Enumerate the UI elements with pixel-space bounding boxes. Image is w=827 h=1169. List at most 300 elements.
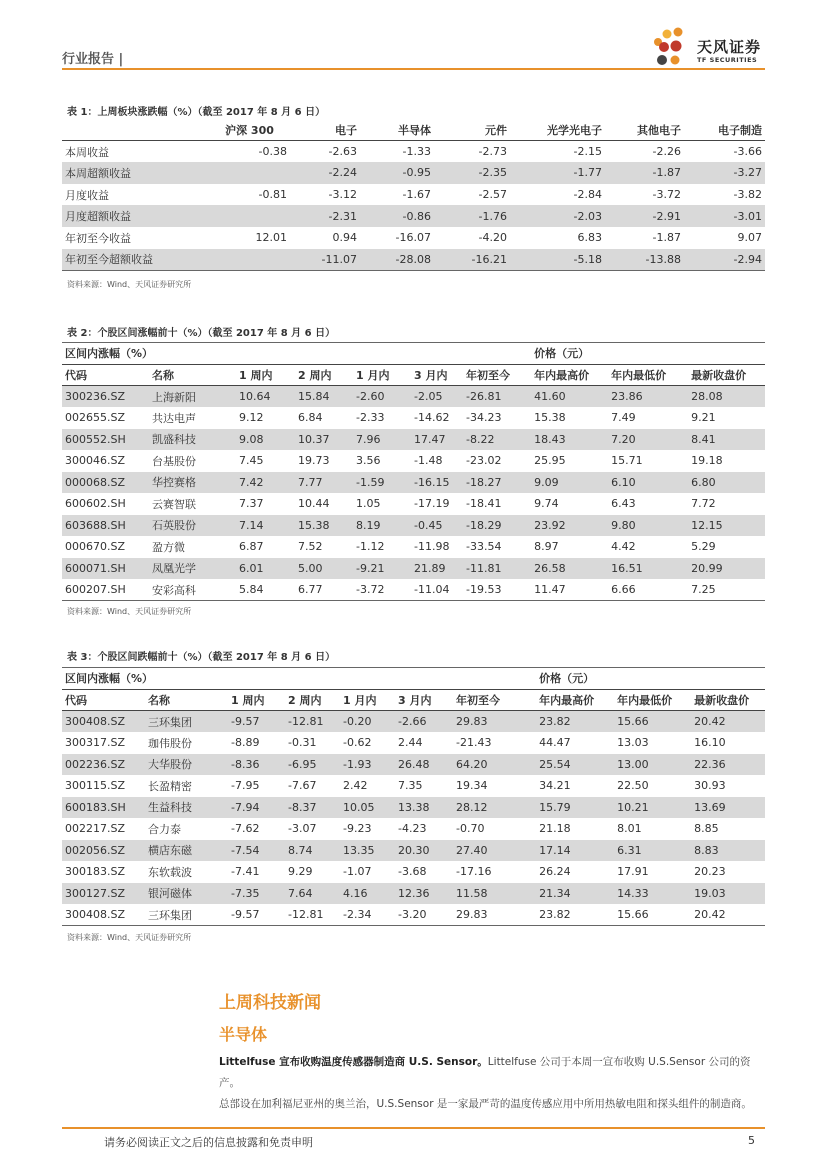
news-headline: Littelfuse 宣布收购温度传感器制造商 U.S. Sensor。	[219, 1056, 488, 1068]
table-row	[62, 162, 765, 184]
table-cell: 19.34	[456, 779, 488, 793]
table-cell: -7.94	[228, 797, 285, 819]
table-cell: 6.80	[688, 472, 765, 494]
table-cell: -2.24	[290, 162, 360, 184]
table-cell: -2.34	[343, 908, 372, 921]
table-cell: -26.81	[463, 386, 531, 408]
table-cell: 300115.SZ	[65, 779, 126, 793]
table-cell: 月度超额收益	[62, 205, 209, 227]
table-cell: 生益科技	[145, 797, 228, 819]
table-cell: -9.21	[353, 558, 411, 580]
table-cell: -12.81	[285, 711, 340, 733]
table2-caption: 表 2：个股区间涨幅前十（%）（截至 2017 年 8 月 6 日）	[67, 328, 336, 339]
table-cell: -2.33	[356, 411, 385, 425]
column-header: 1 周内	[231, 693, 265, 707]
table-cell: -3.68	[398, 865, 427, 879]
table-header-row	[62, 364, 765, 386]
table-cell: -2.57	[478, 188, 507, 202]
table-cell: 7.14	[236, 515, 295, 537]
table-cell: -2.31	[290, 205, 360, 227]
table-cell: 7.25	[691, 583, 716, 596]
column-header: 3 月内	[414, 368, 448, 382]
table-cell: 10.64	[236, 386, 295, 408]
table-cell: 10.37	[295, 429, 353, 451]
table-cell: -2.60	[353, 386, 411, 408]
table-cell: 600602.SH	[65, 497, 126, 511]
table-cell: 凯盛科技	[149, 429, 236, 451]
table-cell: 东软载波	[148, 865, 192, 879]
table-cell: 15.79	[536, 797, 614, 819]
table-cell: 002217.SZ	[65, 822, 126, 836]
table-row	[62, 407, 765, 429]
table-cell: -1.59	[353, 472, 411, 494]
news-text-1: Littelfuse 公司于本周一宣布收购 U.S.Sensor 公司的资产。	[219, 1056, 751, 1089]
column-header: 3 月内	[398, 693, 432, 707]
table-cell: 10.21	[614, 797, 691, 819]
table-cell: 22.50	[617, 779, 649, 793]
news-line-1	[219, 1052, 769, 1094]
table-cell: 26.24	[539, 865, 571, 879]
table-cell: 15.38	[295, 515, 353, 537]
table-row	[62, 861, 765, 883]
table-cell: 本周收益	[65, 145, 109, 159]
table-cell: -34.23	[466, 411, 502, 425]
table-cell: 20.23	[694, 865, 726, 879]
table-header-row	[62, 119, 765, 141]
table-row	[62, 711, 765, 733]
table-cell: 华控赛格	[149, 472, 236, 494]
table-cell: -7.62	[231, 822, 260, 836]
table-cell: 23.82	[539, 908, 571, 921]
table-cell: -2.66	[395, 711, 453, 733]
table-cell: 7.96	[353, 429, 411, 451]
logo-petal	[671, 56, 680, 65]
table-cell: -1.87	[605, 162, 684, 184]
table-cell: 603688.SH	[62, 515, 149, 537]
table-row	[62, 515, 765, 537]
table-cell: 年初至今收益	[65, 231, 131, 245]
table-cell: 石英股份	[149, 515, 236, 537]
table-cell: 9.74	[534, 497, 559, 511]
table-cell: 300408.SZ	[65, 908, 126, 921]
table-cell: 13.38	[395, 797, 453, 819]
table-cell: 300127.SZ	[62, 883, 145, 905]
sector-returns-table	[62, 119, 765, 271]
table-cell: -1.93	[340, 754, 395, 776]
table-cell: -3.82	[733, 188, 762, 202]
table-row	[62, 754, 765, 776]
table-cell: 28.12	[453, 797, 536, 819]
table1-source: 资料来源：Wind、天风证券研究所	[67, 280, 192, 289]
table-cell: 600552.SH	[62, 429, 149, 451]
table-cell: 600183.SH	[62, 797, 145, 819]
column-header	[62, 119, 209, 141]
column-header: 年初至今	[466, 368, 510, 382]
table-cell: 6.83	[577, 231, 602, 245]
table-cell: 19.18	[691, 454, 723, 468]
table-cell: -4.20	[478, 231, 507, 245]
table-cell: 12.01	[255, 231, 287, 245]
table-cell: 600071.SH	[62, 558, 149, 580]
table-cell: 64.20	[453, 754, 536, 776]
table-cell: 11.47	[534, 583, 566, 596]
table-group-header-row	[62, 668, 765, 690]
column-header: 代码	[65, 693, 87, 707]
table-cell: 6.77	[298, 583, 323, 596]
table-cell: 7.52	[298, 540, 323, 554]
table-row	[62, 429, 765, 451]
table-cell: 300046.SZ	[65, 454, 126, 468]
table-cell: 7.64	[285, 883, 340, 905]
table-cell: 300236.SZ	[62, 386, 149, 408]
table-cell: -2.73	[478, 145, 507, 159]
table-cell: 5.84	[239, 583, 264, 596]
table-cell: 6.84	[298, 411, 323, 425]
table-cell: -2.91	[605, 205, 684, 227]
table-cell: 29.83	[456, 908, 488, 921]
table-cell: 18.43	[531, 429, 608, 451]
table-cell: 8.85	[694, 822, 719, 836]
table-cell: 月度收益	[65, 188, 109, 202]
table-cell: 9.80	[608, 515, 688, 537]
table-cell: 13.00	[614, 754, 691, 776]
logo-name-cn: 天风证券	[697, 38, 762, 56]
table-cell: -0.81	[258, 188, 287, 202]
table-cell: -8.89	[231, 736, 260, 750]
table-row	[62, 840, 765, 862]
table-cell: 300408.SZ	[62, 711, 145, 733]
table-cell: 安彩高科	[152, 583, 196, 597]
table-cell: 11.58	[453, 883, 536, 905]
logo-petal	[663, 30, 672, 39]
table-cell: -0.20	[340, 711, 395, 733]
logo-petal	[674, 28, 683, 37]
table-cell: 25.54	[536, 754, 614, 776]
table-row	[62, 797, 765, 819]
table-cell: -17.16	[456, 865, 492, 879]
table-cell: -11.98	[414, 540, 450, 554]
table-cell: 4.16	[340, 883, 395, 905]
table-cell: -0.31	[288, 736, 317, 750]
table-cell: 云赛智联	[152, 497, 196, 511]
table-cell: 17.47	[411, 429, 463, 451]
column-header: 年内最高价	[539, 693, 595, 707]
table-cell: 10.05	[340, 797, 395, 819]
table-cell: 横店东磁	[145, 840, 228, 862]
table-row	[62, 732, 765, 754]
table-cell: -18.27	[463, 472, 531, 494]
table-row	[62, 249, 765, 271]
table-cell: 16.10	[694, 736, 726, 750]
table-cell: 20.42	[694, 908, 726, 921]
table-cell: -2.26	[652, 145, 681, 159]
table-cell: 4.42	[611, 540, 636, 554]
table-cell: 2.42	[343, 779, 368, 793]
table-cell: -16.15	[411, 472, 463, 494]
table-cell: 30.93	[694, 779, 726, 793]
table-cell: 凤凰光学	[149, 558, 236, 580]
logo-petal	[671, 41, 682, 52]
table-cell: 000068.SZ	[62, 472, 149, 494]
group-header-range: 区间内涨幅（%）	[65, 347, 154, 361]
table-cell: 8.19	[353, 515, 411, 537]
table-cell: -18.41	[466, 497, 502, 511]
table-cell: -11.04	[414, 583, 450, 596]
table-cell: -19.53	[466, 583, 502, 596]
table-cell: 3.56	[356, 454, 381, 468]
column-header: 2 周内	[288, 693, 322, 707]
table-row	[62, 450, 765, 472]
table-cell: -0.62	[343, 736, 372, 750]
table-cell: 7.35	[398, 779, 423, 793]
table-cell: 15.66	[614, 711, 691, 733]
report-type-label: 行业报告 |	[62, 52, 124, 67]
table-cell: 002655.SZ	[65, 411, 126, 425]
table-cell: 002056.SZ	[62, 840, 145, 862]
table-cell: 27.40	[453, 840, 536, 862]
table-cell: 28.08	[688, 386, 765, 408]
table-cell: 7.45	[239, 454, 264, 468]
column-header: 最新收盘价	[691, 368, 747, 382]
table-cell: 300317.SZ	[65, 736, 126, 750]
table-cell: 41.60	[531, 386, 608, 408]
table-cell: 大华股份	[145, 754, 228, 776]
column-header: 1 月内	[356, 368, 390, 382]
table-cell: -3.01	[684, 205, 765, 227]
table1-caption: 表 1：上周板块涨跌幅（%）（截至 2017 年 8 月 6 日）	[67, 107, 326, 118]
table-cell: 2.44	[398, 736, 423, 750]
table-cell: 21.34	[536, 883, 614, 905]
table-cell: -7.67	[288, 779, 317, 793]
table-row	[62, 493, 765, 515]
table-cell: 上海新阳	[149, 386, 236, 408]
table-cell: 年初至今超额收益	[62, 249, 209, 271]
table-row	[62, 775, 765, 797]
table-cell: 7.49	[611, 411, 636, 425]
table-cell: 20.30	[395, 840, 453, 862]
column-header: 光学光电子	[547, 123, 602, 137]
table-cell: 7.20	[608, 429, 688, 451]
table-row	[62, 579, 765, 601]
table-cell	[209, 249, 290, 271]
group-header-range: 区间内涨幅（%）	[65, 672, 154, 686]
table-group-header-row	[62, 343, 765, 365]
table-cell: -7.54	[228, 840, 285, 862]
table-cell: 9.08	[236, 429, 295, 451]
table-cell: 17.91	[617, 865, 649, 879]
table-cell: 9.07	[737, 231, 762, 245]
table-cell: 6.31	[614, 840, 691, 862]
news-text-2: 总部设在加利福尼亚州的奥兰治，U.S.Sensor 是一家最严苛的温度传感应用中所用热敏电阻和探头组件的制造商。	[219, 1098, 752, 1110]
table-cell: 5.00	[295, 558, 353, 580]
table-cell: 000670.SZ	[65, 540, 126, 554]
table-cell: -12.81	[288, 908, 324, 921]
table-cell: -23.02	[466, 454, 502, 468]
table-cell: 合力泰	[148, 822, 181, 836]
news-subsection-title: 半导体	[219, 1025, 268, 1044]
table-cell: 15.38	[534, 411, 566, 425]
table-cell: -3.72	[652, 188, 681, 202]
table-cell: 盈方微	[152, 540, 185, 554]
table-cell: 17.14	[536, 840, 614, 862]
column-header: 年内最低价	[611, 368, 667, 382]
table-cell: 44.47	[539, 736, 571, 750]
table-cell: 12.15	[688, 515, 765, 537]
group-header-price: 价格（元）	[534, 347, 590, 361]
table-cell: 8.74	[285, 840, 340, 862]
table-cell: -13.88	[605, 249, 684, 271]
table-cell: 5.29	[691, 540, 716, 554]
table-cell: -0.95	[360, 162, 434, 184]
table-cell: -3.20	[398, 908, 427, 921]
table-cell: 0.94	[332, 231, 357, 245]
table-cell: 9.21	[691, 411, 716, 425]
table-cell: 21.89	[411, 558, 463, 580]
table-cell: 20.42	[691, 711, 765, 733]
table-cell: 7.72	[691, 497, 716, 511]
table-cell: -1.48	[414, 454, 443, 468]
table-cell: 19.73	[298, 454, 330, 468]
table-cell: 7.37	[239, 497, 264, 511]
table-cell: -17.19	[414, 497, 450, 511]
table-cell: -14.62	[414, 411, 450, 425]
table-cell: 长盈精密	[148, 779, 192, 793]
logo-petal	[659, 42, 669, 52]
footer-disclaimer: 请务必阅读正文之后的信息披露和免责申明	[104, 1136, 313, 1149]
table-cell: 002236.SZ	[62, 754, 145, 776]
table-cell: -5.18	[510, 249, 605, 271]
table-cell: -0.86	[360, 205, 434, 227]
table-cell: -21.43	[456, 736, 492, 750]
table-cell: -3.66	[733, 145, 762, 159]
table3-source: 资料来源：Wind、天风证券研究所	[67, 933, 192, 942]
table-cell: 本周超额收益	[62, 162, 209, 184]
table-cell: 9.12	[239, 411, 264, 425]
table-cell: -3.27	[684, 162, 765, 184]
table-cell: -2.05	[411, 386, 463, 408]
table-cell: 26.48	[395, 754, 453, 776]
table-cell: 8.41	[688, 429, 765, 451]
table-cell: 台基股份	[152, 454, 196, 468]
table-row	[62, 883, 765, 905]
table-cell: 34.21	[539, 779, 571, 793]
table-cell: -3.07	[288, 822, 317, 836]
table-cell: -0.70	[456, 822, 485, 836]
table-cell: 29.83	[453, 711, 536, 733]
table-cell: 1.05	[356, 497, 381, 511]
table-cell: -1.33	[402, 145, 431, 159]
table-cell: -16.07	[395, 231, 431, 245]
table-cell: -7.41	[231, 865, 260, 879]
top-gainers-table	[62, 342, 765, 601]
table-cell: 13.35	[340, 840, 395, 862]
table-cell: -9.23	[343, 822, 372, 836]
table-cell: 14.33	[614, 883, 691, 905]
table-cell: 6.01	[236, 558, 295, 580]
table-cell: -1.07	[343, 865, 372, 879]
column-header: 1 周内	[239, 368, 273, 382]
table-cell: 7.42	[236, 472, 295, 494]
table-cell: 23.92	[531, 515, 608, 537]
table-cell: -11.07	[290, 249, 360, 271]
column-header: 年内最高价	[534, 368, 590, 382]
table-cell: -18.29	[463, 515, 531, 537]
table-cell	[209, 162, 290, 184]
table-cell: 300183.SZ	[65, 865, 126, 879]
table-cell: 19.03	[691, 883, 765, 905]
table-cell: -1.76	[434, 205, 510, 227]
table-cell: 13.69	[691, 797, 765, 819]
table-cell: 25.95	[534, 454, 566, 468]
table-cell: -8.36	[228, 754, 285, 776]
table-cell	[209, 205, 290, 227]
table-cell: -1.67	[402, 188, 431, 202]
table-row	[62, 558, 765, 580]
table-cell: 6.66	[611, 583, 636, 596]
column-header: 2 周内	[298, 368, 332, 382]
table-cell: 15.71	[611, 454, 643, 468]
table3-caption: 表 3：个股区间跌幅前十（%）（截至 2017 年 8 月 6 日）	[67, 652, 336, 663]
table-cell: 13.03	[617, 736, 649, 750]
table-row	[62, 227, 765, 249]
column-header: 代码	[65, 368, 87, 382]
table-row	[62, 184, 765, 206]
table-cell: -2.03	[510, 205, 605, 227]
column-header: 其他电子	[637, 123, 681, 137]
column-header: 电子制造	[718, 123, 762, 137]
table-cell: 26.58	[531, 558, 608, 580]
table-cell: 22.36	[691, 754, 765, 776]
table-cell: 6.87	[239, 540, 264, 554]
table-cell: 7.77	[295, 472, 353, 494]
table-cell: -7.95	[231, 779, 260, 793]
table-cell: -8.37	[285, 797, 340, 819]
table-cell: -2.84	[573, 188, 602, 202]
table-cell: 15.84	[295, 386, 353, 408]
table-cell: 8.97	[534, 540, 559, 554]
table-cell: 12.36	[395, 883, 453, 905]
logo-name-en: TF SECURITIES	[697, 56, 758, 64]
table-cell: 珈伟股份	[148, 736, 192, 750]
table-row	[62, 536, 765, 558]
table-cell: -7.35	[228, 883, 285, 905]
table-cell: -11.81	[463, 558, 531, 580]
page-number: 5	[748, 1134, 755, 1147]
column-header: 1 月内	[343, 693, 377, 707]
column-header: 半导体	[398, 123, 431, 137]
table-row	[62, 141, 765, 163]
table-cell: 20.99	[688, 558, 765, 580]
table-cell: -16.21	[434, 249, 510, 271]
column-header: 元件	[485, 123, 507, 137]
table-cell: -8.22	[463, 429, 531, 451]
table-cell: -28.08	[360, 249, 434, 271]
table-row	[62, 386, 765, 408]
table-cell: -9.57	[228, 711, 285, 733]
table-cell: -1.77	[510, 162, 605, 184]
table-cell: 600207.SH	[65, 583, 126, 596]
table2-source: 资料来源：Wind、天风证券研究所	[67, 607, 192, 616]
table-row	[62, 904, 765, 926]
news-section-title: 上周科技新闻	[219, 993, 321, 1013]
table-cell: -33.54	[466, 540, 502, 554]
table-cell: 6.10	[608, 472, 688, 494]
table-cell: 21.18	[539, 822, 571, 836]
table-cell: 三环集团	[148, 908, 192, 922]
table-cell: -0.45	[411, 515, 463, 537]
table-cell: -0.38	[258, 145, 287, 159]
table-cell: -3.12	[328, 188, 357, 202]
